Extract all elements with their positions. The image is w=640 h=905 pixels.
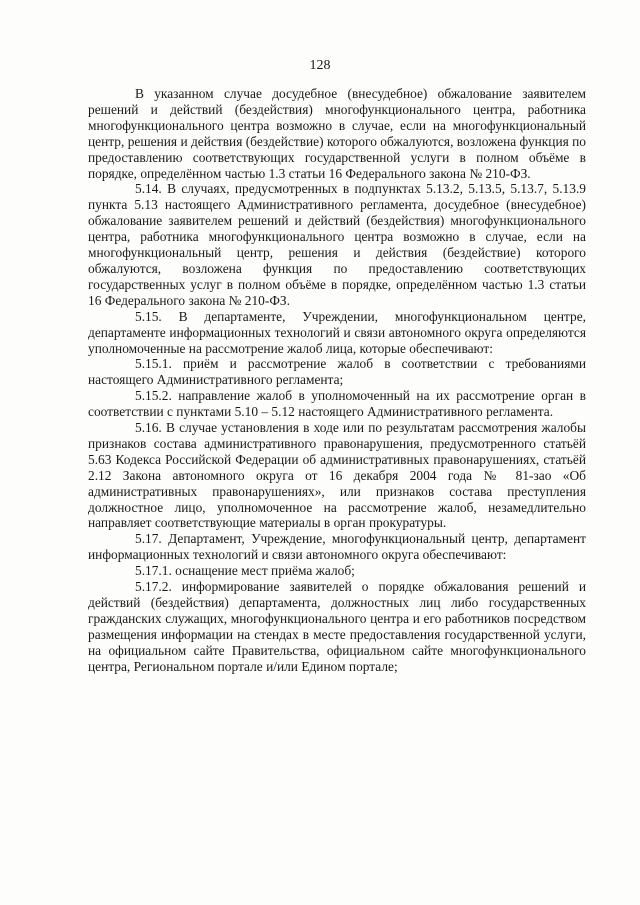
paragraph-5-15-2: 5.15.2. направление жалоб в уполномоченный на их рассмотрение орган в соответствии с пунктами 5.10 – 5.12 настоящего Административного регламента. bbox=[88, 388, 586, 420]
paragraph-5-16: 5.16. В случае установления в ходе или по результатам рассмотрения жалобы признаков состава административного правонарушения, предусмотренного статьёй 5.63 Кодекса Российской Федерации об административных правонарушениях, статьёй 2.12 Закона автономного округа от 16 декабря 2004 года № 81-зао «Об административных правонарушениях», или признаков состава преступления должностное лицо, уполномоченное на рассмотрение жалоб, незамедлительно направляет соответствующие материалы в орган прокуратуры. bbox=[88, 420, 586, 531]
paragraph-intro: В указанном случае досудебное (внесудебное) обжалование заявителем решений и действий (бездействия) многофункционального центра, работника многофункционального центра возможно в случае, если на многофункциональный центр, решения и действия (бездействие) которого обжалуются, возложена функция по предоставлению соответствующих государственной услуги в полном объёме в порядке, определённом частью 1.3 статьи 16 Федерального закона № 210-ФЗ. bbox=[88, 86, 586, 181]
document-body bbox=[88, 86, 586, 675]
paragraph-5-17-1: 5.17.1. оснащение мест приёма жалоб; bbox=[135, 563, 355, 579]
paragraph-5-15: 5.15. В департаменте, Учреждении, многофункциональном центре, департаменте информационных технологий и связи автономного округа определяются уполномоченные на рассмотрение жалоб лица, которые обеспечивают: bbox=[88, 308, 586, 356]
paragraph-5-14: 5.14. В случаях, предусмотренных в подпунктах 5.13.2, 5.13.5, 5.13.7, 5.13.9 пункта 5.13 настоящего Административного регламента, досудебное (внесудебное) обжалование заявителем решений и действий (бездействия) многофункционального центра, работника многофункционального центра возможно в случае, если на многофункциональный центр, решения и действия (бездействие) которого обжалуются, возложена функция по предоставлению соответствующих государственных услуг в полном объёме в порядке, определённом частью 1.3 статьи 16 Федерального закона № 210-ФЗ. bbox=[88, 181, 586, 308]
page-number: 128 bbox=[309, 58, 331, 73]
paragraph-5-17: 5.17. Департамент, Учреждение, многофункциональный центр, департамент информационных технологий и связи автономного округа обеспечивают: bbox=[88, 531, 586, 563]
paragraph-5-17-2: 5.17.2. информирование заявителей о порядке обжалования решений и действий (бездействия) департамента, должностных лиц либо государственных гражданских служащих, многофункционального центра и его работников посредством размещения информации на стендах в месте предоставления государственной услуги, на официальном сайте Правительства, официальном сайте многофункционального центра, Региональном портале и/или Едином портале; bbox=[88, 579, 586, 674]
paragraph-5-15-1: 5.15.1. приём и рассмотрение жалоб в соответствии с требованиями настоящего Административного регламента; bbox=[88, 356, 586, 388]
